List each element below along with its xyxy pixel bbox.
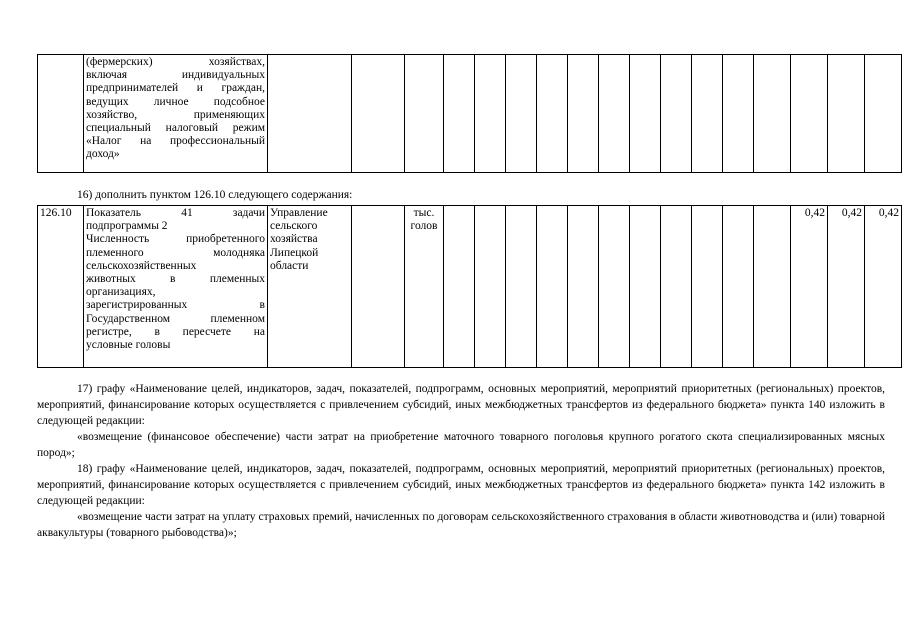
text-line: регистре, в пересчете на (86, 325, 265, 338)
indicator-text (86, 207, 265, 352)
table-new-row (37, 205, 902, 368)
cell (754, 206, 791, 368)
cell (754, 55, 791, 173)
text-line: племенного молодняка (86, 246, 265, 259)
cell-number: 126.10 (38, 206, 84, 368)
text-line: тыс. (413, 207, 435, 219)
text-line: сельского (270, 220, 318, 233)
indicator-text (86, 56, 265, 162)
cell (568, 55, 599, 173)
cell (828, 55, 865, 173)
cell (475, 55, 506, 173)
text-line: Государственном племенном (86, 312, 265, 325)
instruction-16: 16) дополнить пунктом 126.10 следующего содержания: (77, 189, 353, 201)
text-line: Численность приобретенного (86, 233, 265, 246)
cell (352, 206, 405, 368)
cell (723, 55, 754, 173)
cell-executor (268, 206, 352, 368)
executor-text (270, 207, 349, 273)
text-line: хозяйства (270, 233, 318, 246)
text-line: области (270, 259, 309, 272)
cell (599, 55, 630, 173)
text-line: Управление (270, 207, 328, 219)
cell (352, 55, 405, 173)
text-line: подпрограммы 2 (86, 220, 168, 233)
text-line: Липецкой (270, 246, 319, 259)
paragraph-18-text: «возмещение части затрат на уплату страховых премий, начисленных по договорам сельскохозяйственного страхования в области животноводства и (или) товарной аквакультуры (товарного рыбоводства)»; (37, 511, 885, 539)
cell (630, 55, 661, 173)
cell-indicator (84, 206, 268, 368)
text-line: условные головы (86, 339, 171, 352)
text-line: предпринимателей и граждан, (86, 82, 265, 95)
text-line: доход» (86, 148, 120, 161)
text-line: сельскохозяйственных (86, 259, 197, 272)
table-row (38, 55, 902, 173)
cell (537, 206, 568, 368)
cell-value: 0,42 (865, 206, 902, 368)
cell-value: 0,42 (791, 206, 828, 368)
text-line: специальный налоговый режим (86, 122, 265, 135)
table-continuation (37, 54, 902, 173)
paragraph-17: 17) графу «Наименование целей, индикаторов, задач, показателей, подпрограмм, основных мероприятий, мероприятий приоритетных (региональных) проектов, мероприятий, финансирование которых осуществляется с привлечением субсидий, иных межбюджетных трансфертов из федерального бюджета» пункта 140 изложить в следующей редакции: (37, 383, 885, 427)
cell (692, 206, 723, 368)
text-line: «Налог на профессиональный (86, 135, 265, 148)
cell (568, 206, 599, 368)
cell (475, 206, 506, 368)
cell (506, 55, 537, 173)
paragraph-17-text: «возмещение (финансовое обеспечение) части затрат на приобретение маточного товарного поголовья крупного рогатого скота специализированных мясных пород»; (37, 431, 885, 459)
unit-text (407, 207, 441, 233)
cell-value: 0,42 (828, 206, 865, 368)
cell (599, 206, 630, 368)
text-line: ведущих личное подсобное (86, 95, 265, 108)
cell (865, 55, 902, 173)
text-line: зарегистрированных в (86, 299, 265, 312)
cell-indicator (84, 55, 268, 173)
cell-unit (405, 55, 444, 173)
text-line: голов (410, 220, 438, 233)
cell (723, 206, 754, 368)
cell-executor (268, 55, 352, 173)
text-line: включая индивидуальных (86, 69, 265, 82)
cell (791, 55, 828, 173)
text-line: Показатель 41 задачи (86, 207, 265, 219)
cell-number (38, 55, 84, 173)
cell-unit (405, 206, 444, 368)
text-line: организациях, (86, 286, 156, 299)
cell (537, 55, 568, 173)
cell (506, 206, 537, 368)
cell (692, 55, 723, 173)
text-line: (фермерских) хозяйствах, (86, 56, 265, 68)
cell (444, 206, 475, 368)
cell (444, 55, 475, 173)
cell (661, 55, 692, 173)
text-line: животных в племенных (86, 273, 265, 286)
paragraph-18: 18) графу «Наименование целей, индикаторов, задач, показателей, подпрограмм, основных мероприятий, мероприятий приоритетных (региональных) проектов, мероприятий, финансирование которых осуществляется с привлечением субсидий, иных межбюджетных трансфертов из федерального бюджета» пункта 142 изложить в следующей редакции: (37, 463, 885, 507)
text-line: хозяйство, применяющих (86, 108, 265, 121)
cell (630, 206, 661, 368)
cell (661, 206, 692, 368)
table-row (38, 206, 902, 368)
